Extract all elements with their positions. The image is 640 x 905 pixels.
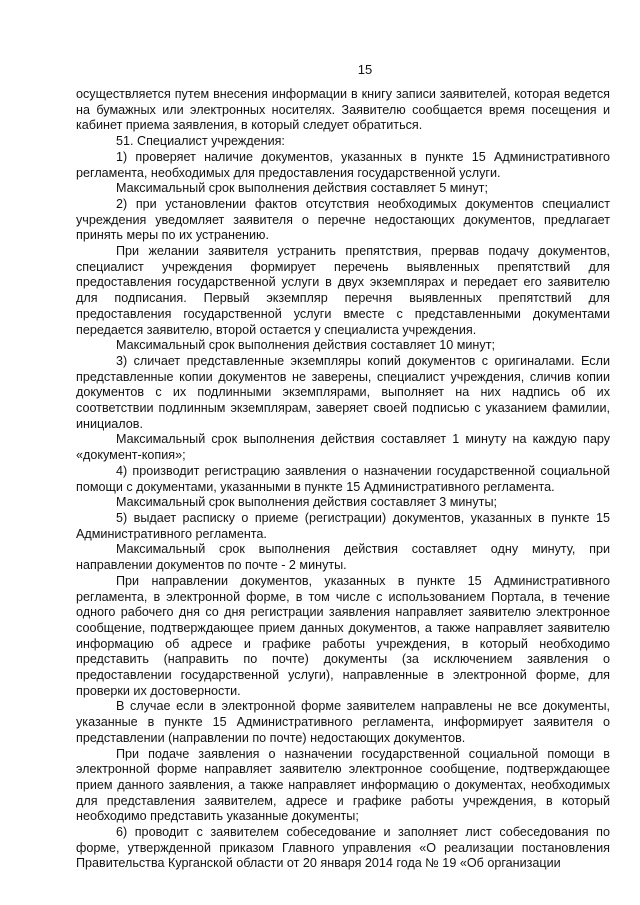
paragraph: При желании заявителя устранить препятствия, прервав подачу документов, специалист учреждения формирует перечень выявленных препятствий для предоставления государственной услуги в двух экземплярах и передает его заявителю для подписания. Первый экземпляр перечня выявленных препятствий для предоставления государственной услуги вместе с представленными документами передается заявителю, второй остается у специалиста учреждения.: [76, 244, 610, 337]
paragraph: 5) выдает расписку о приеме (регистрации) документов, указанных в пункте 15 Административного регламента.: [76, 510, 610, 541]
paragraph: Максимальный срок выполнения действия составляет 1 минуту на каждую пару «документ-копия»;: [76, 432, 610, 463]
paragraph: Максимальный срок выполнения действия составляет 3 минуты;: [116, 495, 498, 510]
paragraph: 6) проводит с заявителем собеседование и заполняет лист собеседования по форме, утвержденной приказом Главного управления «О реализации постановления Правительства Курганской области от 20 января 2014 года № 19 «Об организации: [76, 825, 610, 871]
paragraph: Максимальный срок выполнения действия составляет 5 минут;: [116, 181, 488, 196]
document-body: [76, 87, 610, 872]
paragraph: 51. Специалист учреждения:: [116, 134, 285, 149]
paragraph: В случае если в электронной форме заявителем направлены не все документы, указанные в пункте 15 Административного регламента, информирует заявителя о представлении (направлении по почте) недостающих документов.: [76, 699, 610, 745]
paragraph: При направлении документов, указанных в пункте 15 Административного регламента, в электронной форме, в том числе с использованием Портала, в течение одного рабочего дня со дня регистрации заявления направляет заявителю электронное сообщение, подтверждающее прием данных документов, а также направляет заявителю информацию об адресе и графике работы учреждения, в который необходимо представить (направить по почте) документы (за исключением заявления о предоставлении государственной услуги), направленные в электронной форме, для проверки их достоверности.: [76, 573, 610, 698]
paragraph: 4) производит регистрацию заявления о назначении государственной социальной помощи с документами, указанными в пункте 15 Административного регламента.: [76, 463, 610, 494]
paragraph: 1) проверяет наличие документов, указанных в пункте 15 Административного регламента, необходимых для предоставления государственной услуги.: [76, 149, 610, 180]
paragraph: 2) при установлении фактов отсутствия необходимых документов специалист учреждения уведомляет заявителя о перечне недостающих документов, предлагает принять меры по их устранению.: [76, 196, 610, 243]
paragraph: Максимальный срок выполнения действия составляет 10 минут;: [116, 338, 495, 353]
paragraph: При подаче заявления о назначении государственной социальной помощи в электронной форме направляет заявителю электронное сообщение, подтверждающее прием данного заявления, а также направляет информацию о документах, необходимых для представления заявителем, адресе и графике работы учреждения, в который необходимо представить указанные документы;: [76, 746, 610, 824]
page-number: 15: [357, 62, 373, 77]
paragraph: 3) сличает представленные экземпляры копий документов с оригиналами. Если представленные копии документов не заверены, специалист учреждения, сличив копии документов с их подлинными экземплярами, выполняет на них надпись об их соответствии подлинным экземплярам, заверяет своей подписью с указанием фамилии, инициалов.: [76, 353, 610, 431]
paragraph: Максимальный срок выполнения действия составляет одну минуту, при направлении документов по почте - 2 минуты.: [76, 542, 610, 573]
paragraph: осуществляется путем внесения информации в книгу записи заявителей, которая ведется на бумажных или электронных носителях. Заявителю сообщается время посещения и кабинет приема заявления, в который следует обратиться.: [76, 87, 610, 133]
